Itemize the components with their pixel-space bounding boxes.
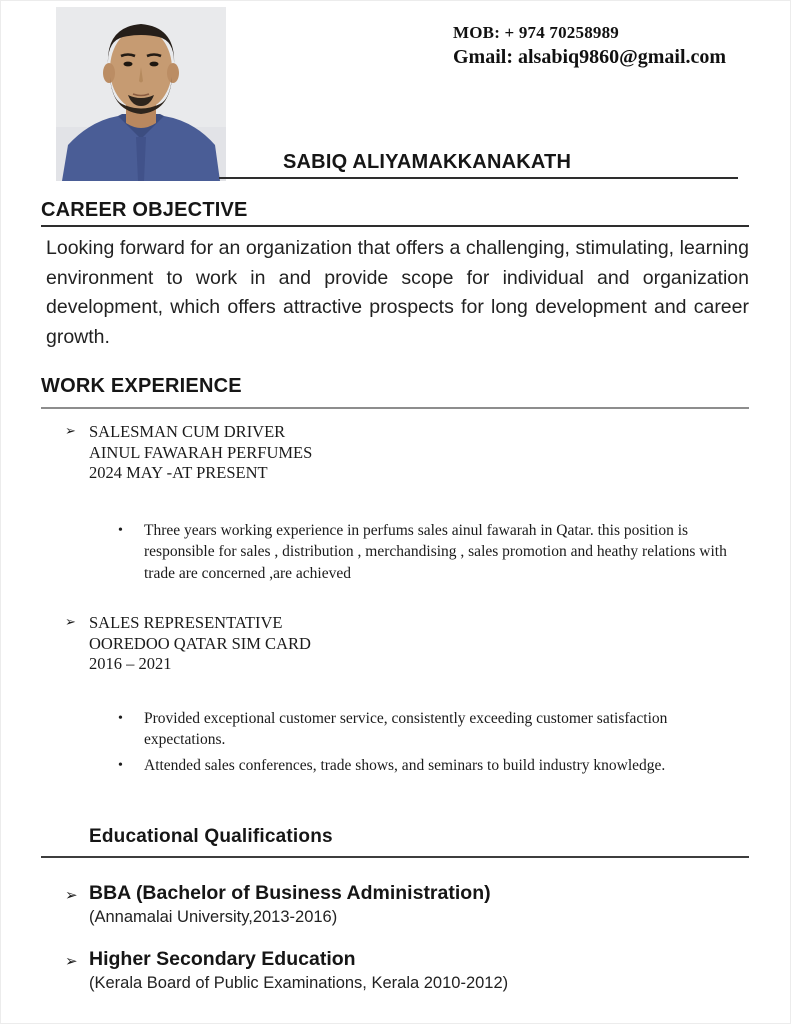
job-bullet (118, 755, 729, 777)
arrow-bullet-icon: ➢ (65, 952, 78, 970)
name-underline-row (219, 151, 738, 179)
education-entry (65, 948, 749, 993)
applicant-photo (56, 7, 226, 181)
education-detail: (Kerala Board of Public Examinations, Kerala 2010-2012) (89, 974, 509, 992)
applicant-name: SABIQ ALIYAMAKKANAKATH (283, 151, 572, 173)
education-entry-lines (89, 948, 508, 993)
job-header-lines (89, 613, 311, 675)
education-rule (41, 856, 749, 858)
career-objective-section (41, 199, 749, 352)
job-header-lines (89, 422, 312, 484)
job-bullet-text: Provided exceptional customer service, consistently exceeding customer satisfaction expectations. (144, 709, 668, 748)
resume-body (41, 199, 749, 993)
arrow-bullet-icon: ➢ (65, 615, 76, 630)
dot-bullet-icon: • (118, 522, 123, 538)
work-experience-rule (41, 407, 749, 409)
education-heading: Educational Qualifications (89, 826, 333, 847)
job-bullet-text: Three years working experience in perfums sales ainul fawarah in Qatar. this position is responsible for sales , distribution , merchandising , sales promotion and heathy relations with trade are concerned ,are achieved (144, 521, 727, 582)
job-period: 2016 – 2021 (89, 654, 172, 673)
email-address: Gmail: alsabiq9860@gmail.com (453, 46, 727, 68)
job-bullet (118, 520, 729, 585)
job-entry (65, 422, 749, 484)
education-entry (65, 882, 749, 927)
arrow-bullet-icon: ➢ (65, 424, 76, 439)
education-entry-lines (89, 882, 491, 927)
contact-block (453, 23, 726, 69)
job-bullet-list (118, 520, 729, 585)
resume-header (1, 1, 790, 187)
job-bullet-list (118, 708, 729, 777)
education-title: BBA (Bachelor of Business Administration) (89, 882, 491, 904)
job-company: AINUL FAWARAH PERFUMES (89, 442, 313, 462)
job-title: SALESMAN CUM DRIVER (89, 422, 286, 441)
dot-bullet-icon: • (118, 710, 123, 726)
phone-number: MOB: + 974 70258989 (453, 23, 620, 42)
job-title: SALES REPRESENTATIVE (89, 613, 283, 632)
career-objective-heading: CAREER OBJECTIVE (41, 199, 749, 227)
arrow-bullet-icon: ➢ (65, 886, 78, 904)
job-bullet (118, 708, 729, 751)
job-period: 2024 MAY -AT PRESENT (89, 463, 268, 482)
job-bullet-text: Attended sales conferences, trade shows, and seminars to build industry knowledge. (144, 756, 666, 774)
work-experience-section (41, 375, 749, 776)
dot-bullet-icon: • (118, 757, 123, 773)
career-objective-text: Looking forward for an organization that offers a challenging, stimulating, learning environment to work in and provide scope for individual and organization development, which offers attractive prospects for long development and career growth. (46, 237, 749, 348)
education-section (41, 826, 749, 993)
job-company: OOREDOO QATAR SIM CARD (89, 633, 311, 653)
education-detail: (Annamalai University,2013-2016) (89, 908, 338, 926)
work-experience-heading: WORK EXPERIENCE (41, 375, 242, 397)
education-title: Higher Secondary Education (89, 948, 356, 970)
job-entry (65, 613, 749, 675)
